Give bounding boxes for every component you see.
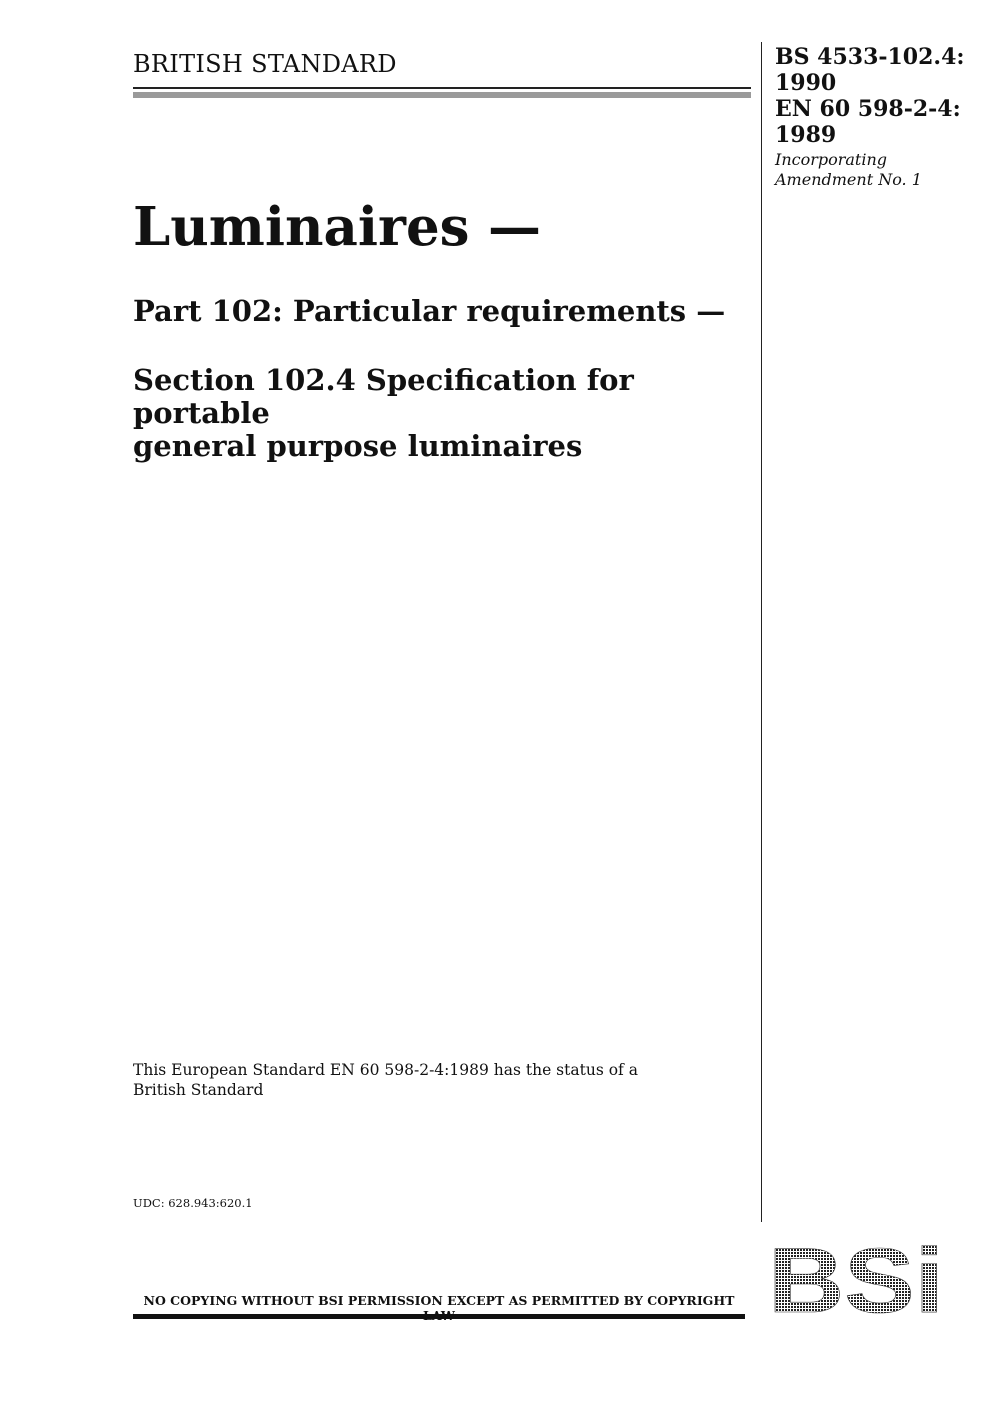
bsi-logo-icon — [770, 1240, 946, 1322]
standard-number-line: BS 4533-102.4: — [775, 44, 965, 70]
udc-code: UDC: 628.943:620.1 — [133, 1196, 253, 1210]
standard-year-line: 1990 — [775, 70, 837, 96]
section-title-line: general purpose luminaires — [133, 429, 583, 463]
copyright-notice: NO COPYING WITHOUT BSI PERMISSION EXCEPT AS PERMITTED BY COPYRIGHT — [143, 1293, 735, 1308]
status-line: British Standard — [133, 1081, 264, 1099]
section-title — [133, 364, 753, 463]
standard-identifier — [775, 44, 975, 190]
section-title-line: Section 102.4 Specification for portable — [133, 363, 634, 430]
status-statement — [133, 1060, 653, 1100]
document-title: Luminaires — — [133, 196, 541, 258]
header-rule — [133, 87, 751, 99]
amendment-line: Amendment No. 1 — [775, 170, 922, 189]
footer-rule — [133, 1314, 745, 1319]
status-line: This European Standard EN 60 598-2-4:1989 has the status of a — [133, 1061, 638, 1079]
part-title: Part 102: Particular requirements — — [133, 294, 726, 328]
column-divider — [761, 42, 762, 1222]
en-year-line: 1989 — [775, 122, 837, 148]
amendment-line: Incorporating — [775, 150, 888, 169]
publisher-heading: BRITISH STANDARD — [133, 50, 397, 78]
svg-text:BSi: BSi — [770, 1240, 944, 1318]
en-number-line: EN 60 598-2-4: — [775, 96, 961, 122]
